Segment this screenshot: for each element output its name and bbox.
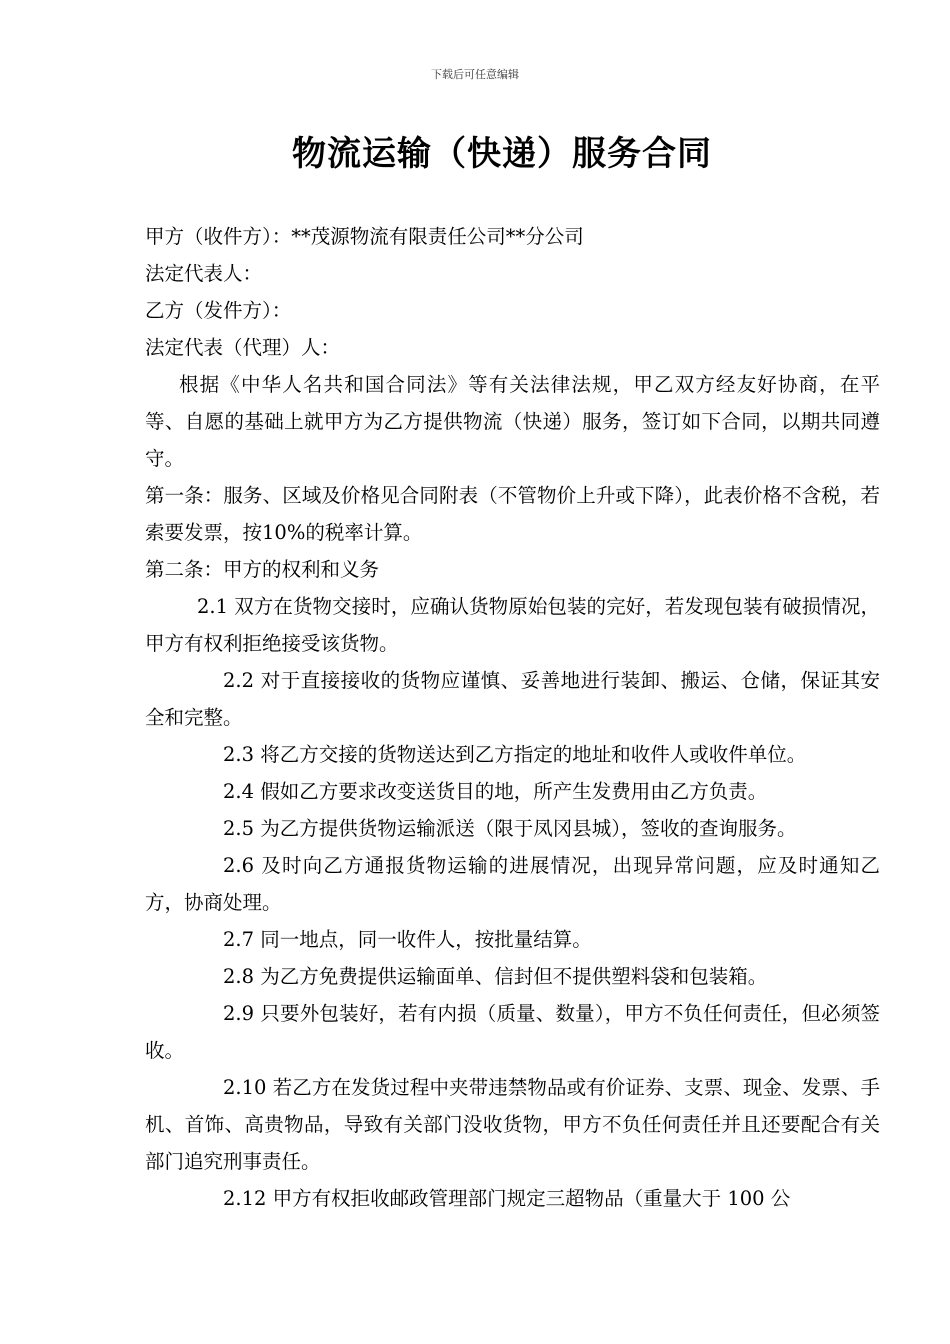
clause-2-4: 2.4 假如乙方要求改变送货目的地，所产生发费用由乙方负责。 (223, 780, 768, 803)
clause-2-8: 2.8 为乙方免费提供运输面单、信封但不提供塑料袋和包装箱。 (223, 965, 768, 988)
clause-2-6: 2.6 及时向乙方通报货物运输的进展情况，出现异常问题，应及时通知乙方，协商处理。 (145, 854, 880, 914)
contract-body (145, 218, 880, 1217)
clause-2-5: 2.5 为乙方提供货物运输派送（限于凤冈县城），签收的查询服务。 (223, 817, 797, 840)
article-2-heading: 第二条：甲方的权利和义务 (145, 558, 380, 581)
clause-2-10: 2.10 若乙方在发货过程中夹带违禁物品或有价证券、支票、现金、发票、手机、首饰、高贵物品，导致有关部门没收货物，甲方不负任何责任并且还要配合有关部门追究刑事责任。 (145, 1076, 880, 1173)
legal-rep-a-line: 法定代表人： (145, 262, 263, 285)
clause-2-9: 2.9 只要外包装好，若有内损（质量、数量），甲方不负任何责任，但必须签收。 (145, 1002, 880, 1062)
article-1-paragraph: 第一条：服务、区域及价格见合同附表（不管物价上升或下降），此表价格不含税，若索要发票，按10%的税率计算。 (145, 484, 880, 544)
document-title: 物流运输（快递）服务合同 (292, 134, 712, 174)
header-note: 下载后可任意编辑 (431, 68, 519, 81)
clause-2-2: 2.2 对于直接接收的货物应谨慎、妥善地进行装卸、搬运、仓储，保证其安全和完整。 (145, 669, 880, 729)
party-b-line: 乙方（发件方）： (145, 299, 292, 322)
clause-2-7: 2.7 同一地点，同一收件人，按批量结算。 (223, 928, 592, 951)
clause-2-3: 2.3 将乙方交接的货物送达到乙方指定的地址和收件人或收件单位。 (223, 743, 807, 766)
party-a-line: 甲方（收件方）：**茂源物流有限责任公司**分公司 (145, 225, 584, 248)
preamble-paragraph: 根据《中华人名共和国合同法》等有关法律法规，甲乙双方经友好协商，在平等、自愿的基础上就甲方为乙方提供物流（快递）服务，签订如下合同，以期共同遵守。 (145, 373, 880, 470)
clause-2-12: 2.12 甲方有权拒收邮政管理部门规定三超物品（重量大于 100 公 (223, 1187, 791, 1210)
clause-2-1: 2.1 双方在货物交接时，应确认货物原始包装的完好，若发现包装有破损情况，甲方有权利拒绝接受该货物。 (145, 595, 880, 655)
legal-rep-b-line: 法定代表（代理）人： (145, 336, 341, 359)
